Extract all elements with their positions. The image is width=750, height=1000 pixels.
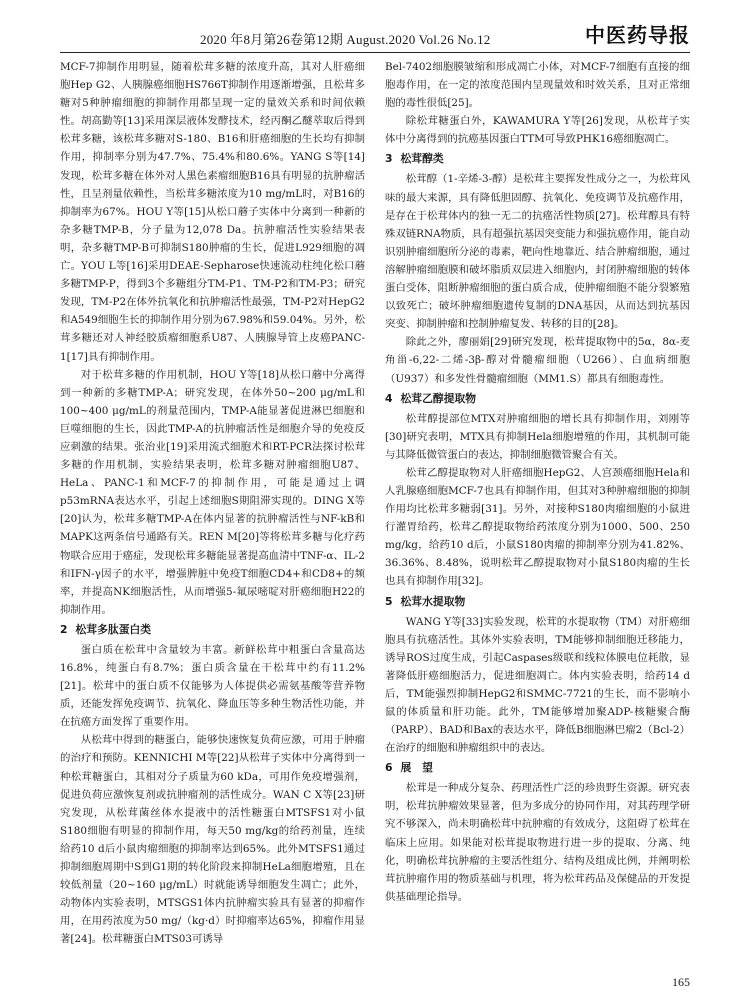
article-body <box>60 58 690 970</box>
body-paragraph: 从松茸中得到的糖蛋白，能够快速恢复负荷应激，可用于肿瘤的治疗和预防。KENNICHI M等[22]从松茸子实体中分离得到一种松茸糖蛋白，其相对分子质量为60 kDa，可用作免疫增强剂，促进负荷应激恢复剂或抗肿瘤剂的活性成分。WAN C X等[23]研究发现，从松茸菌丝体水提液中的活性糖蛋白MTSFS1对小鼠S180细胞有明显的抑制作用，每天50 mg/kg的给药剂量，连续给药10 d后小鼠肉瘤细胞的抑制率达到65%。此外MTSFS1通过抑制细胞周期中S到G1期的转化阶段来抑制HeLa细胞增殖，且在较低剂量（20~160 μg/mL）时就能诱导细胞发生凋亡；此外，动物体内实验表明，MTSGS1体内抗肿瘤实验具有显著的抑瘤作用，在用药浓度为50 mg/（kg·d）时抑瘤率达65%，抑瘤作用显著[24]。松茸糖蛋白MTS03可诱导 <box>60 734 365 946</box>
section-number: 4 <box>385 391 393 405</box>
journal-issue-info: 2020 年8月第26卷第12期 August.2020 Vol.26 No.12 <box>200 32 491 47</box>
section-title: 展 望 <box>400 761 433 775</box>
body-paragraph: WANG Y等[33]实验发现，松茸的水提取物（TM）对肝癌细胞具有抗癌活性。其体外实验表明，TM能够抑制细胞迁移能力，诱导ROS过度生成，引起Caspases级联和线粒体膜电位耗散，显著降低肝癌细胞活力，促进细胞凋亡。体内实验表明，给药14 d后，TM能强烈抑制HepG2和SMMC-7721的生长，而不影响小鼠的体质量和肝功能。此外，TM能够增加聚ADP-核糖聚合酶（PARP）、BAD和Bax的表达水平，降低B细胞淋巴瘤2（Bcl-2）在治疗的细胞和肿瘤组织中的表达。 <box>385 615 690 755</box>
section-heading <box>385 759 690 777</box>
page-number: 165 <box>672 975 690 989</box>
right-column <box>385 58 690 970</box>
page-header <box>60 18 690 48</box>
section-number: 6 <box>385 761 393 775</box>
header-divider <box>60 52 690 53</box>
section-heading <box>385 593 690 611</box>
section-number: 5 <box>385 594 393 608</box>
section-number: 2 <box>60 622 68 636</box>
body-paragraph: 松茸是一种成分复杂、药理活性广泛的珍贵野生资源。研究表明，松茸抗肿瘤效果显著，但为多成分的协同作用，对其药理学研究不够深入，尚未明确松茸中抗肿瘤的有效成分，这阻碍了松茸在临床上应用。如果能对松茸提取物进行进一步的提取、分离、纯化，明确松茸抗肿瘤的主要活性组分、结构及组成比例，并阐明松茸抗肿瘤作用的物质基础与机理，将为松茸药品及保健品的开发提供基础理论指导。 <box>385 782 690 903</box>
section-heading <box>60 621 365 639</box>
body-paragraph: 除松茸糖蛋白外，KAWAMURA Y等[26]发现，从松茸子实体中分离得到的抗癌基因蛋白TTM可导致PHK16癌细胞凋亡。 <box>385 115 690 146</box>
body-paragraph: MCF-7抑制作用明显，随着松茸多糖的浓度升高，其对人肝癌细胞Hep G2、人胰腺癌细胞HS766T抑制作用逐渐增强，且松茸多糖对5种肿瘤细胞的抑制作用都呈现一定的量效关系和时间依赖性。胡高勤等[13]采用深层液体发酵技术，经丙酮乙醚萃取后得到松茸多糖，该松茸多糖对S-180、B16和肝癌细胞的生长均有抑制作用，抑制率分别为47.7%、75.4%和80.6%。YANG S等[14]发现，松茸多糖在体外对人黑色素瘤细胞B16具有明显的抗肿瘤活性，且呈剂量依赖性，当松茸多糖浓度为10 mg/mL时，对B16的抑制率为67%。HOU Y等[15]从松口蘑子实体中分离到一种新的杂多糖TMP-B，分子量为12,078 Da。抗肿瘤活性实验结果表明，杂多糖TMP-B可抑制S180肿瘤的生长，促进L929细胞的凋亡。YOU L等[16]采用DEAE-Sepharose快速流动柱纯化松口蘑多糖TMP-P，得到3个多糖组分TM-P1、TM-P2和TM-P3；研究发现，TM-P2在体外抗氧化和抗肿瘤活性最强，TM-P2对HepG2和A549细胞生长的抑制作用分别为67.98%和59.04%。另外，松茸多糖还对人神经胶质瘤细胞系U87、人胰腺导管上皮癌PANC-1[17]具有抑制作用。 <box>60 61 365 363</box>
body-paragraph: 松茸乙醇提取物对人肝癌细胞HepG2、人宫颈癌细胞Hela和人乳腺癌细胞MCF-7也具有抑制作用，但其对3种肿瘤细胞的抑制作用均比松茸多糖弱[31]。另外，对接种S180肉瘤细胞的小鼠进行灌胃给药，松茸乙醇提取物给药浓度分别为1000、500、250 mg/kg，给药10 d后，小鼠S180肉瘤的抑制率分别为41.82%、36.36%、8.48%，说明松茸乙醇提取物对小鼠S180肉瘤的生长也具有抑制作用[32]。 <box>385 466 690 588</box>
section-title: 松茸醇类 <box>400 152 444 166</box>
body-paragraph: 松茸醇（1-辛烯-3-醇）是松茸主要挥发性成分之一，为松茸风味的最大来源，具有降低胆固醇、抗氧化、免疫调节及抗癌作用，是存在于松茸体内的独一无二的抗癌活性物质[27]。松茸醇具有特殊双链RNA物质，具有超强抗基因突变能力和强抗癌作用，能自动识别肿瘤细胞所分泌的毒素，靶向性地靠近、结合肿瘤细胞，通过溶解肿瘤细胞膜和破坏脂质双层进入细胞内，封闭肿瘤细胞的转体蛋白受体，阻断肿瘤细胞的蛋白质合成，使肿瘤细胞不能分裂繁殖以致死亡；破坏肿瘤细胞遗传复制的DNA基因，从而达到抗基因突变、抑制肿瘤和控制肿瘤复发、转移的目的[28]。 <box>385 173 690 331</box>
section-title: 松茸乙醇提取物 <box>400 391 477 405</box>
section-title: 松茸水提取物 <box>400 594 466 608</box>
section-heading <box>385 390 690 408</box>
left-column <box>60 58 365 970</box>
journal-logo: 中医药导报 <box>585 23 690 47</box>
body-paragraph: 除此之外，廖丽娟[29]研究发现，松茸提取物中的5α，8α-麦角甾-6,22-二烯-3β-醇对骨髓瘤细胞（U266）、白血病细胞（U937）和多发性骨髓瘤细胞（MM1.S）都具有细胞毒性。 <box>385 336 690 385</box>
body-paragraph: 对于松茸多糖的作用机制，HOU Y等[18]从松口蘑中分离得到一种新的多糖TMP-A；研究发现，在体外50~200 μg/mL和100~400 μg/mL的剂量范围内，TMP-A能显著促进淋巴细胞和巨噬细胞的生长，因此TMP-A的抗肿瘤活性是细胞介导的免疫反应刺激的结果。张治业[19]采用流式细胞术和RT-PCR法探讨松茸多糖的作用机制，实验结果表明，松茸多糖对肿瘤细胞U87、HeLa、PANC-1和MCF-7的抑制作用，可能是通过上调p53mRNA表达水平，引起上述细胞S期阻滞实现的。DING X等[20]认为，松茸多糖TMP-A在体内显著的抗肿瘤活性与NF-kB和MAPK这两条信号通路有关。REN M[20]等将松茸多糖与化疗药物联合应用于癌症，发现松茸多糖能显著提高血清中TNF-α、IL-2和IFN-γ因子的水平，增强脾脏中免疫T细胞CD4+和CD8+的频率，并提高NK细胞活性，从而增强5-氟尿嘧啶对肝癌细胞H22的抑制作用。 <box>60 368 365 616</box>
body-paragraph: 松茸醇提部位MTX对肿瘤细胞的增长具有抑制作用，刘刚等[30]研究表明，MTX具有抑制Hela细胞增殖的作用，其机制可能与其降低微管蛋白的表达，抑制细胞微管聚合有关。 <box>385 412 690 461</box>
body-paragraph: 蛋白质在松茸中含量较为丰富。新鲜松茸中粗蛋白含量高达16.8%，纯蛋白有8.7%；蛋白质含量在干松茸中约有11.2%[21]。松茸中的蛋白质不仅能够为人体提供必需氨基酸等营养物质，还能发挥免疫调节、抗氧化、降血压等多种生物活性功能，并在抗癌方面发挥了重要作用。 <box>60 643 365 729</box>
section-title: 松茸多肽蛋白类 <box>75 622 152 636</box>
section-number: 3 <box>385 152 393 166</box>
body-paragraph: Bel-7402细胞膜皱缩和形成凋亡小体，对MCF-7细胞有直接的细胞毒作用，在一定的浓度范围内呈现量效和时效关系，且对正常细胞的毒性很低[25]。 <box>385 61 690 110</box>
section-heading <box>385 150 690 168</box>
